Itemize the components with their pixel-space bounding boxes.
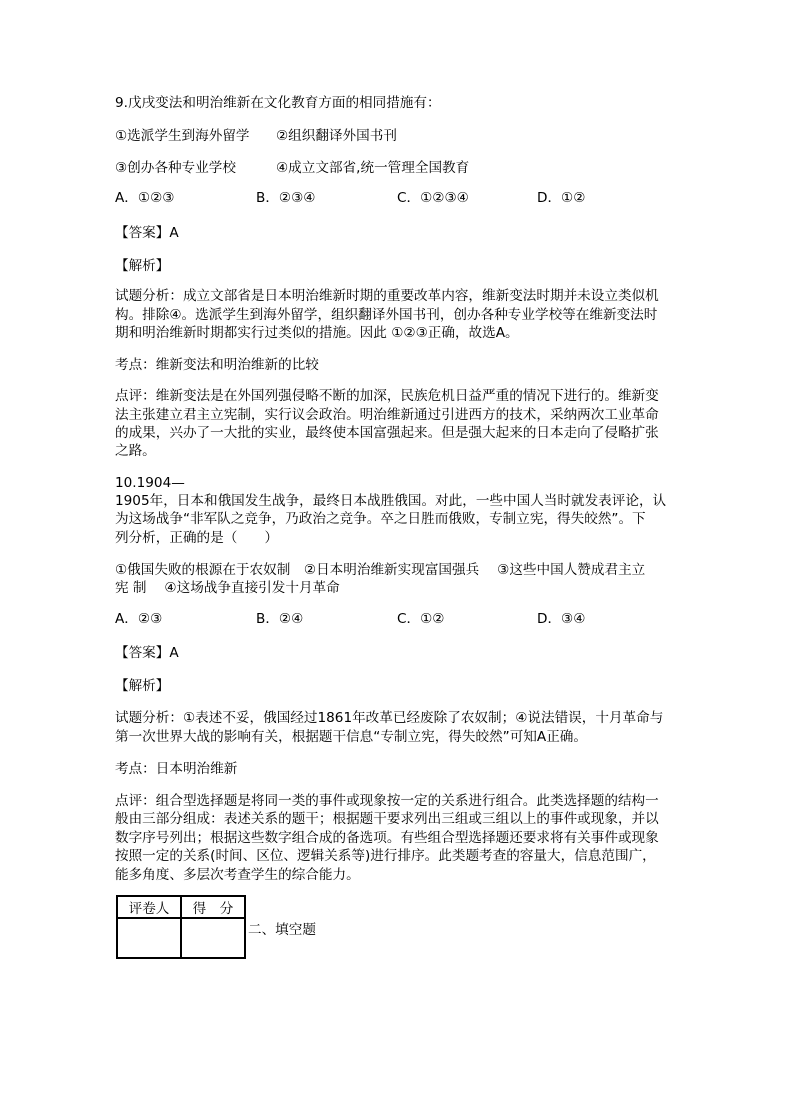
q10-analysis-label: 【解析】 [115,678,170,694]
q9-dianping-line: 点评：维新变法是在外国列强侵略不断的加深，民族危机日益严重的情况下进行的。维新变 [115,388,659,404]
q9-option-c: C．①②③④ [397,190,469,206]
score-table [116,895,246,959]
q10-stem-line: 为这场战争“非军队之竞争，乃政治之竞争。卒之日胜而俄败，专制立宪，得失皎然”。下 [115,511,646,527]
q10-dianping-line: 能多角度、多层次考查学生的综合能力。 [115,867,360,883]
q9-item: ④成立文部省,统一管理全国教育 [276,160,470,176]
score-cell [181,918,245,958]
grader-header: 评卷人 [117,896,181,918]
q9-answer: 【答案】A [115,225,179,241]
score-header: 得 分 [181,896,245,918]
q10-stem-line: 列分析，正确的是（ ） [115,530,279,546]
grader-cell [117,918,181,958]
q9-dianping-line: 法主张建立君主立宪制，实行议会政治。明治维新通过引进西方的技术，采纳两次工业革命 [115,407,659,423]
q10-items-line: 宪 制 ④这场战争直接引发十月革命 [115,580,340,596]
q9-dianping-line: 的成果，兴办了一大批的实业，最终使本国富强起来。但是强大起来的日本走向了侵略扩张 [115,425,659,441]
q9-item: ①选派学生到海外留学 [115,128,250,144]
q10-dianping-line: 般由三部分组成：表述关系的题干；根据题干要求列出三组或三组以上的事件或现象，并以 [115,811,659,827]
q9-item: ③创办各种专业学校 [115,160,236,176]
q9-analysis-label: 【解析】 [115,258,170,274]
q9-option-b: B．②③④ [256,190,316,206]
section-heading: 二、填空题 [248,922,316,938]
q10-dianping-line: 数字序号列出；根据这些数字组合成的备选项。有些组合型选择题还要求将有关事件或现象 [115,830,659,846]
q9-option-a: A．①②③ [115,190,175,206]
q10-option-a: A．②③ [115,611,163,627]
q10-stem-line: 1905年，日本和俄国发生战争，最终日本战胜俄国。对此，一些中国人当时就发表评论，认 [115,493,667,509]
q10-answer: 【答案】A [115,645,179,661]
q10-items-line: ①俄国失败的根源在于农奴制 ②日本明治维新实现富国强兵 ③这些中国人赞成君主立 [115,562,646,578]
q9-stem: 9.戊戌变法和明治维新在文化教育方面的相同措施有： [115,95,441,111]
q9-analysis-line: 期和明治维新时期都实行过类似的措施。因此 ①②③正确，故选A。 [115,325,519,341]
q9-analysis-line: 试题分析：成立文部省是日本明治维新时期的重要改革内容，维新变法时期并未设立类似机 [115,288,659,304]
q9-analysis-line: 构。排除④。选派学生到海外留学，组织翻译外国书刊，创办各种专业学校等在维新变法时 [115,307,658,323]
q10-analysis-line: 第一次世界大战的影响有关，根据题干信息“专制立宪，得失皎然”可知A正确。 [115,729,587,745]
q10-analysis-line: 试题分析：①表述不妥，俄国经过1861年改革已经废除了农奴制；④说法错误，十月革命与 [115,710,664,726]
q10-dianping-line: 点评：组合型选择题是将同一类的事件或现象按一定的关系进行组合。此类选择题的结构一 [115,793,659,809]
q9-option-d: D．①② [537,190,586,206]
q10-dianping-line: 按照一定的关系(时间、区位、逻辑关系等)进行排序。此类题考查的容量大，信息范围广， [115,848,656,864]
q9-item: ②组织翻译外国书刊 [276,128,397,144]
q10-stem-line: 10.1904— [115,475,185,491]
q10-option-b: B．②④ [256,611,304,627]
q9-dianping-line: 之路。 [115,443,156,459]
q10-kaodian: 考点：日本明治维新 [115,761,238,777]
q10-option-c: C．①② [397,611,445,627]
q10-option-d: D．③④ [537,611,586,627]
q9-kaodian: 考点：维新变法和明治维新的比较 [115,357,319,373]
